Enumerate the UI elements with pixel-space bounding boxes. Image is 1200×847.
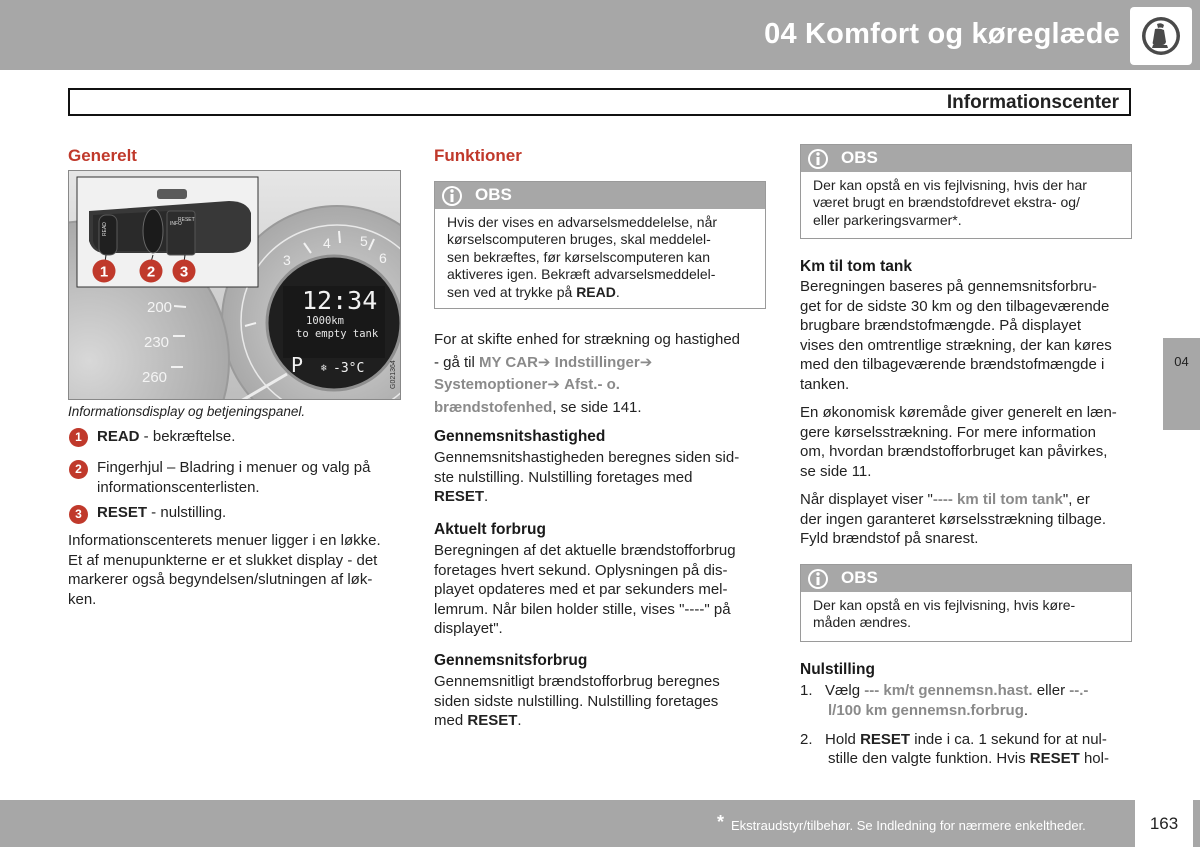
section-title-box [68,88,1131,116]
obs-text [435,209,765,301]
obs-box-fejlvisning [800,144,1132,239]
obs-text [801,172,1131,229]
obs-text [801,592,1131,632]
menu-path-item: brændstofenhed [434,398,553,416]
menu-path-item: Afst.- o. [564,376,620,393]
text-line: Der kan opstå en vis fejlvisning, hvis køre- [813,597,1076,613]
legend-text-line2: informationscenterlisten. [97,478,260,496]
obs-box-warning [434,181,766,309]
step-2 [800,730,1107,750]
text-part: . [1023,702,1029,719]
dashboard-illustration [69,171,401,400]
callout-1: 1 [99,263,109,281]
text-part: sen ved at trykke på [447,283,577,300]
text-line: Beregningen af det aktuelle brændstofforbrug [434,542,736,559]
image-code: G021364 [390,360,397,389]
text-line: En økonomisk køremåde giver generelt en læn- [800,404,1117,421]
obs-header [801,145,1131,172]
menu-path-paragraph [434,329,740,419]
stalk-label-read: READ [102,222,108,236]
display-message: --- km/t gennemsn.hast. [864,682,1033,699]
heading-nulstilling: Nulstilling [800,661,875,678]
text-line: ste nulstilling. Nulstilling foretages med [434,468,693,486]
paragraph-aktuelt-forbrug [434,541,736,639]
page-number: 163 [1149,814,1179,833]
step-number: 1. [800,682,813,699]
text-line: Fyld brændstof på snarest. [800,530,979,547]
text-line: brugbare brændstofmængde. På displayet [800,317,1082,334]
text-bold: RESET [860,731,911,748]
chapter-title: 04 Komfort og køreglæde [764,18,1120,50]
arrow-icon: ➔ [547,376,560,393]
section-title: Informationscenter [946,92,1119,113]
obs-title: OBS [841,568,878,587]
text-bold: READ [576,283,616,300]
info-icon [807,148,829,170]
paragraph-menu-loop [68,531,381,609]
display-temp: -3°C [333,361,365,376]
display-snow-icon: ❄ [321,363,328,374]
step-number: 2. [800,731,813,748]
paragraph-okonomisk [800,403,1117,481]
footnote-text: Ekstraudstyr/tilbehør. Se Indledning for nærmere enkeltheder. [731,818,1086,833]
figure-caption: Informationsdisplay og betjeningspanel. [68,404,306,419]
menu-path-item: Indstillinger [554,353,640,371]
stalk-label-reset: RESET [178,217,195,223]
step-1 [800,681,1088,701]
legend-item-3 [97,503,226,523]
text-part: - gå til [434,353,480,371]
callout-3: 3 [179,263,189,281]
text-line: måden ændres. [813,614,912,631]
text-bold: RESET [467,712,518,729]
obs-header [801,565,1131,592]
legend-text: - bekræftelse. [139,428,236,445]
text-part: Vælg [825,682,865,699]
chapter-icon-box [1130,7,1192,65]
info-icon [441,185,463,207]
paragraph-gennemsnitshastighed [434,448,739,507]
text-part: Når displayet viser " [800,491,933,508]
heading-aktuelt-forbrug: Aktuelt forbrug [434,521,546,538]
legend-bold: RESET [97,504,148,521]
display-line1: 1000km [306,315,344,327]
text-line: displayet". [434,620,503,637]
legend-item-2 [97,458,371,497]
step-1-line2 [828,701,1028,721]
text-part: , se side 141. [552,398,642,416]
text-line: eller parkeringsvarmer*. [813,211,962,228]
display-message: ---- km til tom tank [932,491,1063,508]
display-message: l/100 km gennemsn.forbrug [828,702,1024,719]
text-line: Et af menupunkterne er et slukket display - det [68,551,378,569]
text-line: kørselscomputeren bruges, skal meddelel- [447,231,711,248]
obs-title: OBS [841,148,878,167]
text-line: tanken. [800,375,850,393]
gauge-label: 6 [379,250,387,266]
heading-generelt: Generelt [68,146,137,165]
text-line: aktiveres igen. Bekræft advarselsmeddelel- [447,266,716,283]
display-time: 12:34 [302,286,378,315]
text-line: playet opdateres med et par sekunders mel- [434,581,728,598]
text-part: inde i ca. 1 sekund for at nul- [910,731,1107,748]
paragraph-km-til-tom-tank [800,277,1112,394]
text-line: sen bekræftes, før kørselscomputeren kan [447,248,710,265]
text-line: gere kørselsstrækning. For mere information [800,423,1096,441]
text-line: der ingen garanteret kørselsstrækning tilbage. [800,510,1106,528]
legend-text: Fingerhjul – Bladring i menuer og valg på [97,459,371,476]
display-line2: to empty tank [296,328,379,340]
text-line: foretages hvert sekund. Oplysningen på dis- [434,561,728,579]
text-line: get for de sidste 30 km og den tilbageværende [800,297,1110,315]
chapter-side-tab-label: 04 [1174,354,1189,369]
text-line: lemrum. Når bilen holder stille, vises "----" på [434,600,731,618]
gauge-label: 200 [147,299,173,316]
text-line: markerer også begyndelsen/slutningen af løk- [68,571,373,588]
legend-badge-2: 2 [69,460,88,479]
legend-bold: READ [97,428,140,445]
text-part: . [517,712,522,729]
text-line: været brugt en brændstofdrevet ekstra- og/ [813,194,1080,211]
page-number-box [1135,800,1193,847]
text-line: Beregningen baseres på gennemsnitsforbru- [800,278,1097,295]
text-line: Gennemsnitligt brændstofforbrug beregnes [434,673,720,690]
dashboard-figure [68,170,401,400]
display-message: --.- [1069,682,1089,699]
text-line: se side 11. [800,462,872,480]
text-part: . [484,488,489,505]
heading-funktioner: Funktioner [434,146,522,165]
text-part: Hold [825,731,861,748]
text-line: For at skifte enhed for strækning og hastighed [434,331,741,348]
obs-box-koremade [800,564,1132,642]
menu-path-item: MY CAR [479,353,538,371]
legend-badge-3: 3 [69,505,88,524]
text-part: med [434,712,468,729]
obs-header [435,182,765,209]
display-gear: P [291,353,304,377]
text-line: Hvis der vises en advarselsmeddelelse, når [447,214,718,230]
text-part: ", er [1062,491,1090,508]
paragraph-gennemsnitsforbrug [434,672,720,731]
text-line: vises den omtrentlige strækning, der kan køres [800,336,1112,354]
text-line: Informationscenterets menuer ligger i en løkke. [68,532,381,549]
seat-icon [1140,15,1182,57]
gauge-label: 260 [142,369,168,386]
gauge-label: 230 [144,334,170,351]
text-bold: RESET [1029,750,1080,767]
heading-gennemsnitsforbrug: Gennemsnitsforbrug [434,652,588,669]
legend-item-1 [97,427,235,447]
legend-text: - nulstilling. [147,504,227,521]
text-part: eller [1032,682,1070,699]
gauge-label: 3 [283,252,291,268]
legend-badge-1: 1 [69,428,88,447]
gauge-label: 5 [360,233,368,249]
menu-path-item: Systemoptioner [434,376,548,393]
chapter-side-tab [1163,338,1200,430]
text-part: . [615,283,620,300]
arrow-icon: ➔ [639,353,653,371]
stalk-label-info: INFO [170,221,182,227]
text-line: om, hvordan brændstofforbruget kan påvirkes, [800,443,1108,460]
paragraph-tom-tank-display [800,490,1106,549]
text-part: hol- [1079,750,1109,767]
text-line: Der kan opstå en vis fejlvisning, hvis der har [813,177,1087,193]
arrow-icon: ➔ [537,353,551,371]
info-icon [807,568,829,590]
text-part: stille den valgte funktion. Hvis [828,750,1030,767]
step-2-line2 [828,749,1109,769]
text-line: med den tilbageværende brændstofmængde i [800,356,1105,373]
footnote-star: * [717,812,725,832]
text-line: ken. [68,590,97,608]
obs-title: OBS [475,185,512,204]
text-line: Gennemsnitshastigheden beregnes siden sid- [434,449,740,466]
heading-gennemsnitshastighed: Gennemsnitshastighed [434,428,606,445]
gauge-label: 4 [323,235,331,251]
heading-km-til-tom-tank: Km til tom tank [800,258,912,275]
text-line: siden sidste nulstilling. Nulstilling foretages [434,692,719,710]
text-bold: RESET [434,488,485,505]
callout-2: 2 [146,263,156,281]
